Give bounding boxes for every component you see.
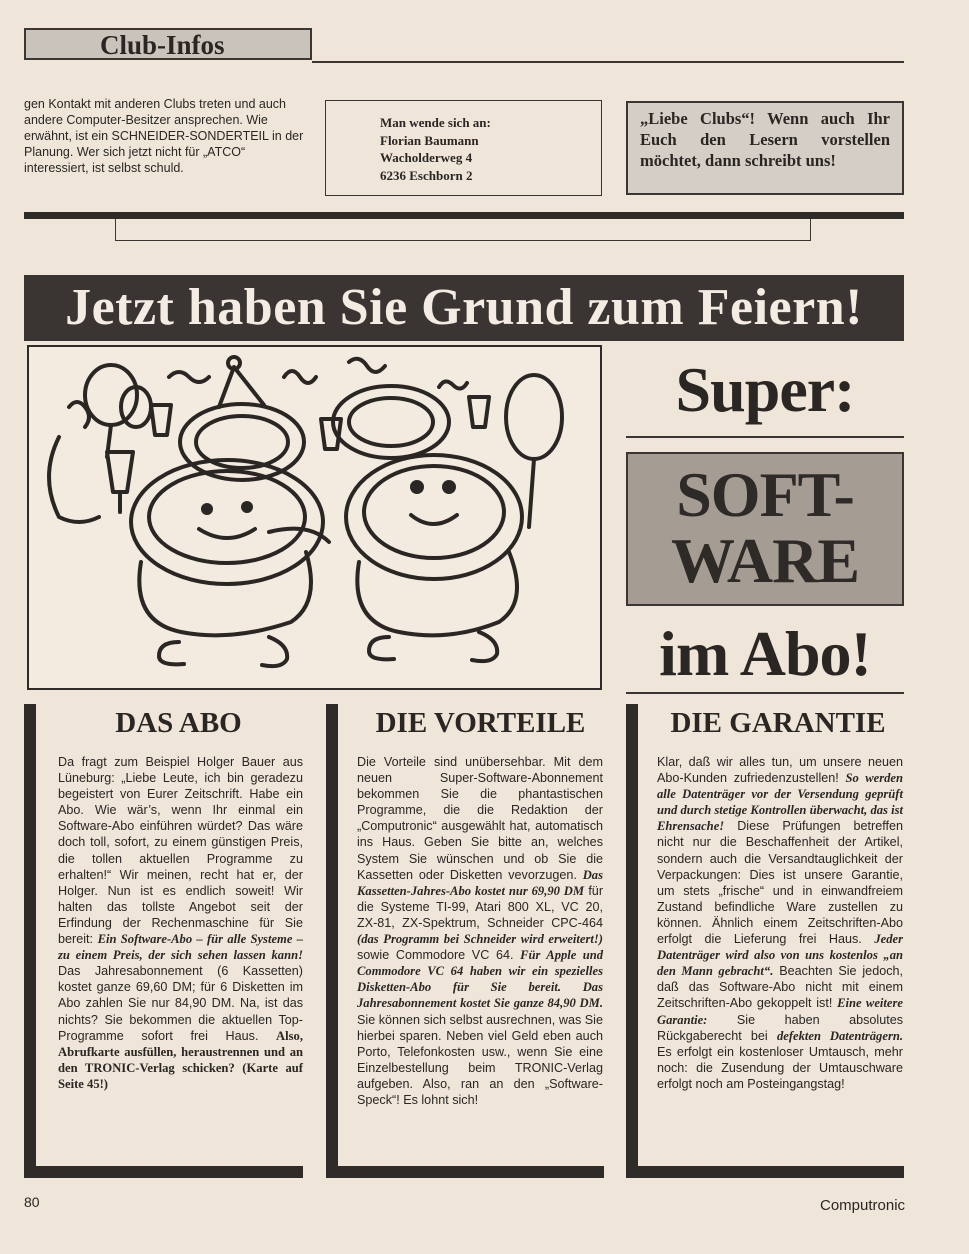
garantie-text-1: Klar, daß wir alles tun, um unsere neuen Abo-Kunden zufriedenzustellen! (657, 755, 903, 786)
column-border-bottom (626, 1166, 904, 1178)
club-info-text: gen Kontakt mit anderen Clubs treten und auch andere Computer-Besitzer ansprechen. Wie erwähnt, ist ein SCHNEIDER-SONDERTEIL in der Planung. Wer sich jetzt nicht für „ATCO“ interessiert, ist selbst schuld. (24, 97, 304, 175)
garantie-text-2: Diese Prüfungen betreffen nicht nur die Beschaffenheit der Artikel, sondern auch die Versandtauglichkeit der Verpackungen: Dies ist unsere Garantie, um stets „frische“ und in einwandfreiem Zustand befindliche Ware zustellen zu können. Ähnlich einem Zeitschriften-Abo erfolgt die Lieferung frei Haus. (657, 819, 904, 947)
contact-name: Florian Baumann (380, 132, 479, 148)
column-body-garantie (657, 754, 903, 1092)
column-body-vorteile (357, 754, 603, 1108)
promo-im-abo: im Abo! (659, 618, 871, 689)
garantie-text-5: Es erfolgt ein kostenloser Umtausch, mehr noch: die Zusendung der Umtauschware erfolgt noch am Posteingangstag! (657, 1044, 903, 1091)
garantie-emphasis-2: Jeder Datenträger wird also von uns kostenlos „an den Mann gebracht“. (657, 932, 904, 979)
abo-text-2: Das Jahresabonnement (6 Kassetten) kostet ganze 69,60 DM; für 6 Disketten im Abo zahlen Sie nur 84,90 DM. Na, ist das nichts? Sie bekommen die aktuellen Top-Programme sofort frei Haus. (58, 964, 303, 1043)
contact-city: 6236 Eschborn 2 (380, 167, 473, 183)
vorteile-emphasis-3: Für Apple und Commodore VC 64 haben wir ein spezielles Disketten-Abo für Sie bereit. Das Jahresabonnement kostet Sie ganze 84,90 DM. (357, 948, 604, 1011)
section-title: Club-Infos (24, 28, 312, 60)
header-rule (312, 61, 904, 63)
column-border-bottom (24, 1166, 303, 1178)
abo-text-1: Da fragt zum Beispiel Holger Bauer aus Lüneburg: „Liebe Leute, ich bin geradezu begeistert von Eurer Zeitschrift. Habe ein Abo. Wie wär’s, wenn Ihr einmal ein Software-Abo einführen würdet? Das wäre doch toll, sofort, zu einem günstigen Preis, die tollen aktuellen Programme zu erhalten!“ Wir meinen, recht hat er, der Holger. Nun ist es endlich soweit! Wir halten das tollste Angebot seit der Erfindung der Rechenmaschine für Sie bereit: (58, 755, 303, 947)
column-body-abo (58, 754, 303, 1092)
promo-software-line1: SOFT- (676, 459, 854, 530)
vorteile-emphasis-2: (das Programm bei Schneider wird erweitert!) (357, 932, 603, 947)
column-border-left (326, 704, 338, 1178)
liebe-clubs-box: „Liebe Clubs“! Wenn auch Ihr Euch den Lesern vorstellen möchtet, dann schreibt uns! (626, 101, 904, 195)
party-illustration (27, 345, 602, 690)
abo-emphasis-1: Ein Software-Abo – für alle Systeme – zu einem Preis, der sich sehen lassen kann! (58, 932, 303, 963)
banner-headline: Jetzt haben Sie Grund zum Feiern! (24, 275, 904, 341)
divider-box (115, 219, 811, 241)
garantie-emphasis-4: defekten Datenträgern. (776, 1028, 903, 1043)
garantie-emphasis-1: So werden alle Datenträger vor der Versendung geprüft und durch stetige Kontrollen überwacht, das ist Ehrensache! (657, 771, 904, 834)
promo-rule-bottom (626, 692, 904, 694)
party-characters-drawing (29, 347, 604, 692)
publication-name: Computronic (820, 1197, 906, 1214)
column-border-bottom (326, 1166, 604, 1178)
column-title-garantie: DIE GARANTIE (670, 707, 886, 739)
vorteile-text-4: Sie können sich selbst ausrechnen, was Sie hierbei sparen. Neben viel Geld eben auch Porto, Telefonkosten usw., wenn Sie eine Einzelbestellung beim TRONIC-Verlag aufgeben. Also, ran an den „Software-Speck“! Es lohnt sich! (357, 1012, 603, 1107)
abo-call-to-action: Also, Abrufkarte ausfüllen, heraustrennen und an den TRONIC-Verlag schicken? (Karte auf Seite 45!) (58, 1028, 303, 1091)
vorteile-text-1: Die Vorteile sind unübersehbar. Mit dem neuen Super-Software-Abonnement bekommen Sie die phantastischen Programme, die die Redaktion der „Computronic“ ausgewählt hat, automatisch ins Haus. Geben Sie bitte an, welches System Sie wünschen und ob Sie die Kassetten oder Disketten vevorzugen. (357, 755, 603, 882)
garantie-text-3: Beachten Sie jedoch, daß das Software-Abo nicht mit einem Zeitschriften-Abo gekoppelt ist! (657, 964, 903, 1011)
contact-box (325, 100, 602, 196)
vorteile-text-2: für die Systeme TI-99, Atari 800 XL, VC 20, ZX-81, ZX-Spektrum, Schneider CPC-464 (357, 883, 604, 930)
promo-rule-top (626, 436, 904, 438)
column-title-vorteile: DIE VORTEILE (375, 707, 586, 739)
promo-super: Super: (675, 354, 855, 425)
character-right (346, 455, 522, 579)
balloon-right (506, 375, 562, 459)
balloon-left (85, 365, 137, 425)
garantie-text-4: Sie haben absolutes Rückgaberecht bei (657, 1012, 903, 1043)
divider-rule (24, 212, 904, 219)
page-number: 80 (24, 1194, 40, 1210)
column-border-left (24, 704, 36, 1178)
column-border-left (626, 704, 638, 1178)
vorteile-emphasis-1: Das Kassetten-Jahres-Abo kostet nur 69,90 DM (357, 867, 603, 898)
promo-software-line2: WARE (670, 525, 860, 596)
contact-line: Man wende sich an: (380, 115, 491, 130)
column-title-abo: DAS ABO (115, 707, 242, 739)
contact-street: Wacholderweg 4 (380, 150, 473, 165)
promo-software-box (626, 452, 904, 606)
garantie-emphasis-3: Eine weitere Garantie: (657, 996, 903, 1027)
vorteile-text-3: sowie Commodore VC 64. (357, 948, 514, 963)
